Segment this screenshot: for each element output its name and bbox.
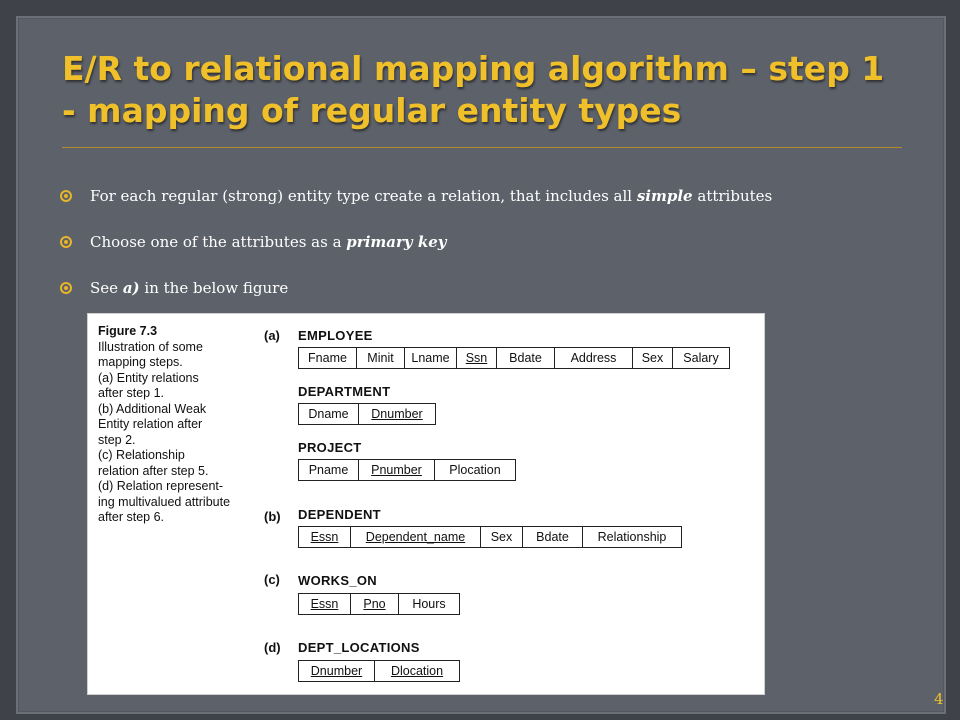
primary-key-cell	[359, 404, 435, 424]
primary-key-text: Pnumber	[371, 463, 422, 477]
caption-line: (d) Relation represent-	[98, 479, 224, 493]
attribute-cell: Bdate	[497, 348, 555, 368]
relation-row-dept-locations	[298, 660, 460, 682]
title-line-2: - mapping of regular entity types	[62, 91, 682, 130]
caption-line: Entity relation after	[98, 417, 203, 431]
attribute-cell: Relationship	[597, 530, 667, 544]
page-number: 4	[934, 690, 944, 708]
attribute-cell: Hours	[412, 597, 446, 611]
primary-key-text: Dnumber	[371, 407, 423, 421]
primary-key-text: Dlocation	[390, 664, 444, 678]
attribute-cell: Plocation	[449, 463, 501, 477]
bullet-text: See	[90, 279, 123, 297]
primary-key-cell	[299, 527, 351, 547]
relation-row-works-on	[298, 593, 460, 615]
bullet-icon	[60, 236, 72, 248]
slide-title	[62, 48, 922, 132]
caption-line: (a) Entity relations	[98, 370, 199, 385]
bullet-text: attributes	[692, 187, 773, 205]
primary-key-cell	[299, 661, 375, 681]
caption-line: mapping steps.	[98, 355, 183, 369]
primary-key-text: Pno	[363, 597, 386, 611]
bullet-item	[60, 278, 772, 298]
primary-key-text: Dependent_name	[365, 530, 466, 544]
relation-name-dependent: DEPENDENT	[298, 507, 381, 522]
primary-key-cell	[299, 594, 351, 614]
bullet-text: Choose one of the attributes as a	[90, 233, 347, 251]
attribute-cell: Fname	[299, 348, 357, 368]
caption-line: (b) Additional Weak	[98, 401, 207, 416]
part-label-b: (b)	[264, 509, 281, 524]
bullet-item	[60, 232, 772, 252]
relation-row-dependent	[298, 526, 682, 548]
primary-key-cell	[351, 527, 481, 547]
schema-figure	[87, 313, 765, 695]
primary-key-text: Ssn	[465, 351, 488, 365]
figure-caption-title: Figure 7.3	[98, 324, 158, 338]
relation-name-works-on: WORKS_ON	[298, 573, 377, 588]
bullet-text: For each regular (strong) entity type create a relation, that includes all	[90, 187, 637, 205]
primary-key-text: Essn	[310, 530, 339, 544]
primary-key-text: Dnumber	[310, 664, 363, 678]
bullet-icon	[60, 190, 72, 202]
part-label-a: (a)	[264, 328, 280, 343]
primary-key-cell	[351, 594, 399, 614]
attribute-cell: Lname	[405, 348, 457, 368]
attribute-cell: Dname	[299, 404, 359, 424]
attribute-cell: Sex	[481, 527, 523, 547]
caption-line: (c) Relationship	[98, 448, 185, 462]
primary-key-text: Essn	[310, 597, 339, 611]
caption-line: relation after step 5.	[98, 463, 209, 478]
relation-name-employee: EMPLOYEE	[298, 328, 373, 343]
title-line-1: E/R to relational mapping algorithm – step 1	[62, 49, 885, 88]
attribute-cell: Pname	[299, 460, 359, 480]
attribute-cell: Address	[555, 348, 633, 368]
title-divider	[62, 147, 902, 148]
bullet-emphasis: primary key	[346, 233, 447, 251]
caption-line: ing multivalued attribute	[98, 494, 231, 509]
relation-name-project: PROJECT	[298, 440, 362, 455]
relation-name-department: DEPARTMENT	[298, 384, 391, 399]
attribute-cell: Minit	[357, 348, 405, 368]
caption-line: step 2.	[98, 432, 136, 447]
relation-name-dept-locations: DEPT_LOCATIONS	[298, 640, 420, 655]
bullet-emphasis: simple	[636, 187, 693, 205]
caption-line: after step 6.	[98, 510, 165, 524]
bullet-text: in the below figure	[139, 279, 289, 297]
primary-key-cell	[359, 460, 435, 480]
bullet-icon	[60, 282, 72, 294]
caption-line: Illustration of some	[98, 339, 203, 354]
attribute-cell: Bdate	[523, 527, 583, 547]
part-label-d: (d)	[264, 640, 281, 655]
relation-row-employee	[298, 347, 730, 369]
attribute-cell: Salary	[683, 351, 719, 365]
bullet-emphasis: a)	[122, 279, 140, 297]
relation-row-department	[298, 403, 436, 425]
figure-caption	[98, 324, 248, 526]
caption-line: after step 1.	[98, 386, 165, 400]
primary-key-cell	[375, 661, 459, 681]
primary-key-cell	[457, 348, 497, 368]
relation-row-project	[298, 459, 516, 481]
bullet-item	[60, 186, 772, 206]
bullet-list	[60, 186, 772, 324]
part-label-c: (c)	[264, 572, 280, 587]
attribute-cell: Sex	[633, 348, 673, 368]
